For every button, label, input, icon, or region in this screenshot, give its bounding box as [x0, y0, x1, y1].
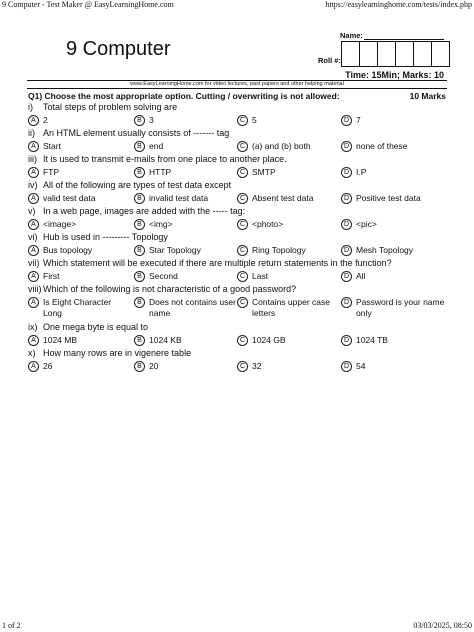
option-text: 3: [149, 115, 154, 125]
option-c[interactable]: [237, 115, 350, 126]
question-marks: 10 Marks: [409, 91, 446, 101]
option-d[interactable]: [341, 219, 456, 230]
option-text: Password is your name only: [356, 297, 445, 318]
option-a[interactable]: [28, 297, 131, 319]
option-text: First: [43, 271, 60, 281]
option-a[interactable]: [28, 193, 131, 204]
option-text: valid test data: [43, 193, 96, 203]
option-b[interactable]: [134, 141, 241, 152]
option-letter-circle: A: [28, 167, 39, 178]
option-letter-circle: C: [237, 167, 248, 178]
option-letter-circle: C: [237, 141, 248, 152]
question-stem: All of the following are types of test data except: [43, 180, 232, 190]
option-b[interactable]: [134, 193, 241, 204]
option-letter-circle: B: [134, 193, 145, 204]
question-stem: An HTML element usually consists of ------- tag: [43, 128, 230, 138]
question-number: x): [28, 348, 36, 358]
option-text: 5: [252, 115, 257, 125]
question-text: [28, 180, 231, 191]
option-text: (a) and (b) both: [252, 141, 311, 151]
option-text: <pic>: [356, 219, 377, 229]
question-number: ii): [28, 128, 35, 138]
question-number: vii): [28, 258, 40, 268]
option-text: 1024 GB: [252, 335, 286, 345]
option-text: 2: [43, 115, 48, 125]
option-letter-circle: D: [341, 219, 352, 230]
option-d[interactable]: [341, 361, 456, 372]
option-a[interactable]: [28, 271, 131, 282]
option-letter-circle: A: [28, 361, 39, 372]
option-letter-circle: C: [237, 271, 248, 282]
option-a[interactable]: [28, 361, 131, 372]
option-b[interactable]: [134, 245, 241, 256]
option-text: Last: [252, 271, 269, 281]
option-letter-circle: A: [28, 115, 39, 126]
option-a[interactable]: [28, 245, 131, 256]
question-text: [28, 232, 168, 243]
option-text: Start: [43, 141, 61, 151]
option-b[interactable]: [134, 361, 241, 372]
option-d[interactable]: [341, 115, 456, 126]
option-letter-circle: A: [28, 193, 39, 204]
option-text: end: [149, 141, 164, 151]
option-text: 20: [149, 361, 159, 371]
option-letter-circle: A: [28, 219, 39, 230]
question-stem: It is used to transmit e-mails from one place to another place.: [43, 154, 287, 164]
print-header: [0, 0, 474, 12]
option-letter-circle: D: [341, 335, 352, 346]
option-letter-circle: B: [134, 297, 145, 308]
divider: [27, 88, 447, 89]
option-d[interactable]: [341, 271, 456, 282]
option-text: <img>: [149, 219, 173, 229]
option-text: SMTP: [252, 167, 276, 177]
print-header-title: 9 Computer - Test Maker @ EasyLearningHome.com: [2, 0, 174, 9]
question-text: [28, 258, 392, 269]
option-d[interactable]: [341, 167, 456, 178]
option-letter-circle: C: [237, 297, 248, 308]
option-letter-circle: C: [237, 219, 248, 230]
option-c[interactable]: [237, 297, 350, 319]
option-letter-circle: B: [134, 335, 145, 346]
option-c[interactable]: [237, 141, 350, 152]
question-stem: Total steps of problem solving are: [43, 102, 178, 112]
option-letter-circle: C: [237, 193, 248, 204]
option-c[interactable]: [237, 219, 350, 230]
question-text: [28, 284, 296, 295]
option-text: I.P: [356, 167, 367, 177]
option-d[interactable]: [341, 141, 456, 152]
option-text: 7: [356, 115, 361, 125]
option-text: <image>: [43, 219, 77, 229]
option-c[interactable]: [237, 361, 350, 372]
option-a[interactable]: [28, 219, 131, 230]
option-text: HTTP: [149, 167, 172, 177]
option-letter-circle: B: [134, 167, 145, 178]
question-stem: Which statement will be executed if there are multiple return statements in the function?: [43, 258, 392, 268]
question-number: v): [28, 206, 36, 216]
option-letter-circle: B: [134, 141, 145, 152]
option-b[interactable]: [134, 115, 241, 126]
option-d[interactable]: [341, 335, 456, 346]
site-note: www.EasyLearningHome.com for video lectures, past papers and other helping material: [130, 81, 344, 87]
option-d[interactable]: [341, 297, 456, 319]
option-letter-circle: C: [237, 361, 248, 372]
option-letter-circle: D: [341, 297, 352, 308]
name-label: Name:: [340, 31, 363, 40]
option-letter-circle: D: [341, 271, 352, 282]
option-text: <photo>: [252, 219, 284, 229]
question-stem: Hub is used in --------- Topology: [43, 232, 168, 242]
option-d[interactable]: [341, 245, 456, 256]
question-text: [28, 206, 245, 217]
option-letter-circle: D: [341, 141, 352, 152]
question-number: i): [28, 102, 33, 112]
question-stem: How many rows are in vigenere table: [43, 348, 192, 358]
question-text: [28, 348, 191, 359]
roll-box: [359, 41, 378, 67]
question-text: [28, 102, 177, 113]
roll-box: [413, 41, 432, 67]
option-text: Star Topology: [149, 245, 201, 255]
option-letter-circle: A: [28, 141, 39, 152]
option-c[interactable]: [237, 271, 350, 282]
option-letter-circle: D: [341, 245, 352, 256]
option-text: 54: [356, 361, 366, 371]
print-timestamp: 03/03/2025, 08:50: [413, 621, 472, 630]
question-heading: [28, 91, 446, 101]
option-c[interactable]: [237, 193, 350, 204]
page-number: 1 of 2: [2, 621, 21, 630]
question-number: iv): [28, 180, 38, 190]
option-letter-circle: A: [28, 271, 39, 282]
option-text: Does not contains user name: [149, 297, 236, 318]
question-text: [28, 322, 148, 333]
option-text: All: [356, 271, 366, 281]
option-text: Contains upper case letters: [252, 297, 330, 318]
option-text: 1024 KB: [149, 335, 182, 345]
option-letter-circle: C: [237, 115, 248, 126]
option-c[interactable]: [237, 167, 350, 178]
option-b[interactable]: [134, 167, 241, 178]
roll-box: [431, 41, 450, 67]
option-letter-circle: B: [134, 219, 145, 230]
roll-box: [341, 41, 360, 67]
roll-number-boxes: [342, 41, 450, 67]
question-stem: In a web page, images are added with the ----- tag:: [43, 206, 246, 216]
option-letter-circle: C: [237, 245, 248, 256]
option-letter-circle: D: [341, 167, 352, 178]
option-text: Positive test data: [356, 193, 421, 203]
print-footer: [0, 620, 474, 632]
question-instructions: Q1) Choose the most appropriate option. Cutting / overwriting is not allowed:: [28, 91, 340, 101]
option-b[interactable]: [134, 219, 241, 230]
option-text: Ring Topology: [252, 245, 306, 255]
option-c[interactable]: [237, 245, 350, 256]
roll-box: [395, 41, 414, 67]
option-a[interactable]: [28, 335, 131, 346]
option-text: Absent test data: [252, 193, 314, 203]
option-letter-circle: B: [134, 245, 145, 256]
question-text: [28, 128, 229, 139]
print-header-url: https://easylearninghome.com/tests/index.php: [325, 0, 472, 9]
option-text: Mesh Topology: [356, 245, 414, 255]
option-letter-circle: D: [341, 193, 352, 204]
option-letter-circle: A: [28, 297, 39, 308]
option-a[interactable]: [28, 141, 131, 152]
question-number: iii): [28, 154, 37, 164]
question-number: vi): [28, 232, 38, 242]
question-number: viii): [28, 284, 42, 294]
time-marks: Time: 15Min; Marks: 10: [345, 70, 444, 80]
option-text: 32: [252, 361, 262, 371]
option-a[interactable]: [28, 115, 131, 126]
option-text: 1024 MB: [43, 335, 78, 345]
option-b[interactable]: [134, 297, 241, 319]
option-b[interactable]: [134, 271, 241, 282]
option-text: 26: [43, 361, 53, 371]
option-letter-circle: D: [341, 361, 352, 372]
roll-label: Roll #:: [318, 56, 341, 65]
option-text: Bus topology: [43, 245, 93, 255]
option-d[interactable]: [341, 193, 456, 204]
question-stem: Which of the following is not characteristic of a good password?: [43, 284, 297, 294]
option-text: Second: [149, 271, 178, 281]
option-text: Is Eight Character Long: [43, 297, 112, 318]
question-stem: One mega byte is equal to: [43, 322, 149, 332]
option-letter-circle: B: [134, 361, 145, 372]
option-c[interactable]: [237, 335, 350, 346]
roll-box: [377, 41, 396, 67]
option-text: FTP: [43, 167, 60, 177]
option-letter-circle: A: [28, 335, 39, 346]
option-letter-circle: B: [134, 271, 145, 282]
paper-title: 9 Computer: [66, 38, 171, 60]
question-text: [28, 154, 287, 165]
name-line: [364, 39, 444, 40]
option-letter-circle: B: [134, 115, 145, 126]
option-text: 1024 TB: [356, 335, 388, 345]
option-letter-circle: C: [237, 335, 248, 346]
option-letter-circle: A: [28, 245, 39, 256]
option-text: none of these: [356, 141, 408, 151]
question-number: ix): [28, 322, 38, 332]
option-text: invalid test data: [149, 193, 209, 203]
option-b[interactable]: [134, 335, 241, 346]
option-a[interactable]: [28, 167, 131, 178]
option-letter-circle: D: [341, 115, 352, 126]
